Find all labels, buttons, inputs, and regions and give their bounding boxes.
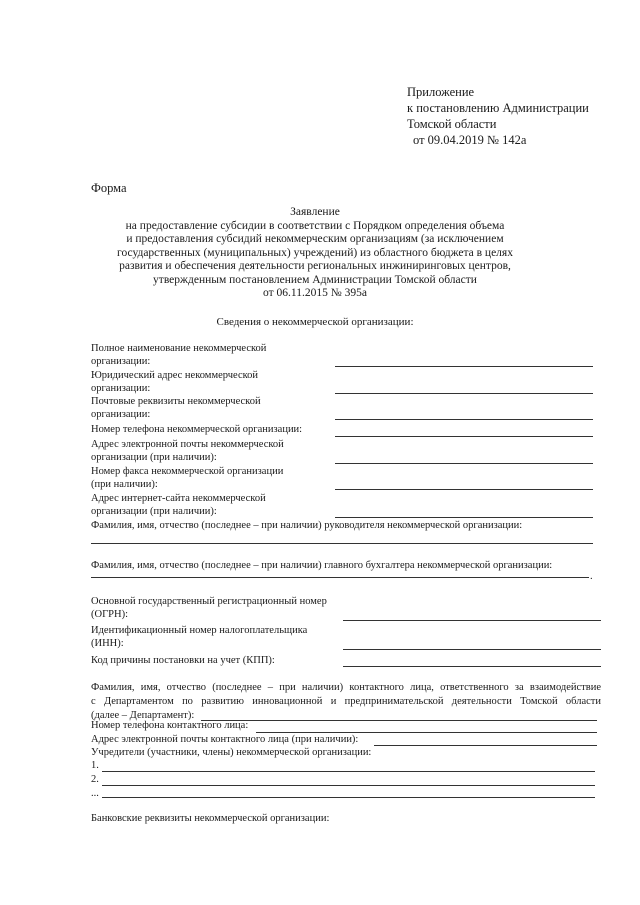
label-full-name	[91, 342, 266, 368]
label-legal-address-2: организации:	[91, 383, 151, 394]
field-contact-fio[interactable]	[201, 720, 597, 721]
title-line-1: на предоставление субсидии в соответствии с Порядком определения объема	[125, 219, 505, 232]
field-founder-2[interactable]	[102, 785, 595, 786]
field-founder-more[interactable]	[102, 797, 595, 798]
founder-more: ...	[91, 788, 99, 799]
label-inn-1: Идентификационный номер налогоплательщика	[91, 625, 308, 636]
label-contact-phone: Номер телефона контактного лица:	[91, 720, 249, 731]
document-title	[100, 206, 530, 301]
title-line-5: утвержденным постановлением Администрации Томской области	[153, 273, 477, 286]
field-postal[interactable]	[335, 419, 593, 420]
title-line-2: и предоставления субсидий некоммерческим организациям (за исключением	[126, 233, 504, 245]
label-fax-2: (при наличии):	[91, 479, 158, 490]
field-ogrn[interactable]	[343, 620, 601, 621]
label-legal-address-1: Юридический адрес некоммерческой	[91, 370, 259, 381]
label-inn	[91, 624, 307, 650]
title-line-3: государственных (муниципальных) учреждений) из областного бюджета в целях	[117, 246, 513, 259]
label-website	[91, 492, 266, 518]
label-email-2: организации (при наличии):	[91, 452, 217, 463]
title-line-6: от 06.11.2015 № 395а	[263, 287, 367, 299]
label-email-1: Адрес электронной почты некоммерческой	[91, 439, 284, 450]
label-ogrn	[91, 595, 327, 621]
field-head-fio[interactable]	[91, 543, 593, 544]
field-contact-email[interactable]	[374, 745, 597, 746]
label-contact-email: Адрес электронной почты контактного лица (при наличии):	[91, 734, 359, 745]
label-kpp: Код причины постановки на учет (КПП):	[91, 655, 275, 666]
label-ogrn-2: (ОГРН):	[91, 609, 128, 620]
approval-line-2: к постановлению Администрации	[407, 101, 589, 115]
field-email[interactable]	[335, 463, 593, 464]
label-postal	[91, 395, 261, 421]
approval-block	[407, 84, 589, 148]
label-postal-2: организации:	[91, 409, 151, 420]
field-inn[interactable]	[343, 649, 601, 650]
field-phone[interactable]	[335, 436, 593, 437]
label-full-name-1: Полное наименование некоммерческой	[91, 343, 267, 354]
accountant-end-mark: .	[590, 571, 593, 582]
label-accountant-fio: Фамилия, имя, отчество (последнее – при наличии) главного бухгалтера некоммерческой организации:	[91, 560, 553, 571]
label-full-name-2: организации:	[91, 356, 151, 367]
label-contact-line-2: с Департаментом по развитию инновационной и предпринимательской деятельности Томской области	[91, 696, 601, 707]
field-founder-1[interactable]	[102, 771, 595, 772]
field-website[interactable]	[335, 517, 593, 518]
label-bank-details: Банковские реквизиты некоммерческой организации:	[91, 813, 330, 824]
label-website-2: организации (при наличии):	[91, 506, 217, 517]
label-contact-line-3: (далее – Департамент):	[91, 710, 195, 721]
title-line-4: развития и обеспечения деятельности региональных инжиниринговых центров,	[119, 260, 511, 272]
section-org-heading: Сведения о некоммерческой организации:	[216, 316, 414, 328]
label-phone: Номер телефона некоммерческой организации:	[91, 424, 303, 435]
label-fax	[91, 465, 283, 491]
founder-item-2-number: 2.	[91, 774, 99, 785]
label-contact-line-1: Фамилия, имя, отчество (последнее – при наличии) контактного лица, ответственного за взаимодействие	[91, 682, 601, 693]
label-ogrn-1: Основной государственный регистрационный номер	[91, 596, 327, 607]
label-fax-1: Номер факса некоммерческой организации	[91, 466, 284, 477]
label-email	[91, 438, 284, 464]
title-heading: Заявление	[290, 206, 340, 218]
form-label: Форма	[91, 181, 127, 195]
label-legal-address	[91, 369, 258, 395]
label-website-1: Адрес интернет-сайта некоммерческой	[91, 493, 266, 504]
approval-line-1: Приложение	[407, 85, 475, 99]
field-fax[interactable]	[335, 489, 593, 490]
label-postal-1: Почтовые реквизиты некоммерческой	[91, 396, 261, 407]
label-head-fio: Фамилия, имя, отчество (последнее – при наличии) руководителя некоммерческой организации:	[91, 520, 523, 531]
field-legal-address[interactable]	[335, 393, 593, 394]
label-inn-2: (ИНН):	[91, 638, 124, 649]
field-accountant-fio[interactable]	[91, 577, 589, 578]
field-kpp[interactable]	[343, 666, 601, 667]
field-full-name[interactable]	[335, 366, 593, 367]
approval-line-4: от 09.04.2019 № 142а	[413, 133, 527, 147]
founder-item-1-number: 1.	[91, 760, 99, 771]
approval-line-3: Томской области	[407, 117, 497, 131]
label-founders: Учредители (участники, члены) некоммерческой организации:	[91, 747, 372, 758]
